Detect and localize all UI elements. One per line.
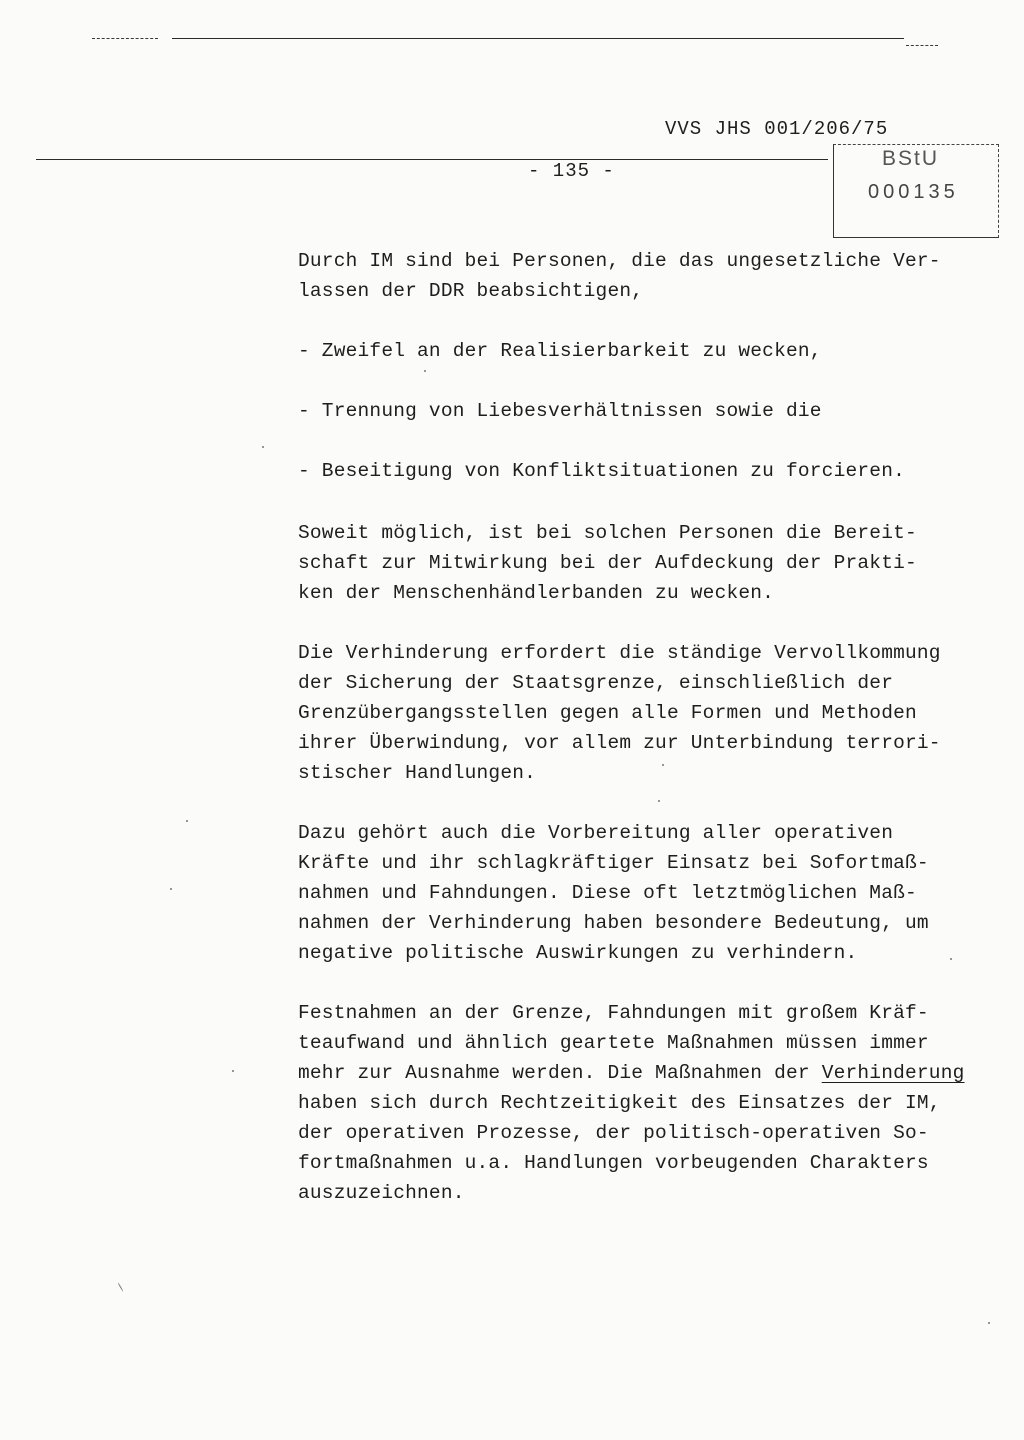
scan-speck: [658, 800, 660, 802]
scan-speck: [988, 1322, 990, 1324]
paragraph-line: ken der Menschenhändlerbanden zu wecken.: [298, 582, 775, 604]
paragraph-line: nahmen der Verhinderung haben besondere Bedeutung, um: [298, 912, 929, 934]
paragraph-line: lassen der DDR beabsichtigen,: [298, 280, 644, 302]
paragraph-line: Grenzübergangsstellen gegen alle Formen und Methoden: [298, 702, 917, 724]
paragraph-line: fortmaßnahmen u.a. Handlungen vorbeugenden Charakters: [298, 1152, 929, 1174]
paragraph-line: schaft zur Mitwirkung bei der Aufdeckung der Prakti-: [298, 552, 917, 574]
scan-speck: [424, 370, 426, 372]
paragraph-line: Die Verhinderung erfordert die ständige Vervollkommung: [298, 642, 941, 664]
top-scan-line: [906, 45, 938, 46]
paragraph-line: auszuzeichnen.: [298, 1182, 465, 1204]
top-scan-line: [92, 38, 158, 39]
scan-speck: [170, 888, 172, 890]
scan-speck: [262, 446, 264, 448]
paragraph-line: Dazu gehört auch die Vorbereitung aller operativen: [298, 822, 894, 844]
bullet-line: - Beseitigung von Konfliktsituationen zu forcieren.: [298, 460, 905, 482]
scan-speck: [662, 764, 664, 766]
paragraph-line: [298, 1058, 965, 1088]
paragraph-line: ihrer Überwindung, vor allem zur Unterbindung terrori-: [298, 732, 941, 754]
stamp-agency: BStU: [882, 147, 940, 170]
archive-stamp: [833, 144, 999, 238]
paragraph-line-text: mehr zur Ausnahme werden. Die Maßnahmen der: [298, 1062, 822, 1084]
paragraph-line: der operativen Prozesse, der politisch-operativen So-: [298, 1122, 929, 1144]
scan-speck: [118, 1282, 124, 1291]
paragraph-line: Durch IM sind bei Personen, die das ungesetzliche Ver-: [298, 250, 941, 272]
bullet-line: - Zweifel an der Realisierbarkeit zu wecken,: [298, 340, 822, 362]
scan-speck: [232, 1070, 234, 1072]
page-number: - 135 -: [528, 160, 615, 182]
paragraph-line: Festnahmen an der Grenze, Fahndungen mit großem Kräf-: [298, 1002, 929, 1024]
document-reference: VVS JHS 001/206/75: [665, 118, 889, 140]
scan-speck: [186, 820, 188, 822]
paragraph-line: Soweit möglich, ist bei solchen Personen die Bereit-: [298, 522, 917, 544]
paragraph-line: stischer Handlungen.: [298, 762, 537, 784]
stamp-number: 000135: [868, 181, 959, 203]
scan-speck: [950, 958, 952, 960]
paragraph-line: der Sicherung der Staatsgrenze, einschließlich der: [298, 672, 894, 694]
paragraph-line: haben sich durch Rechtzeitigkeit des Einsatzes der IM,: [298, 1092, 941, 1114]
header-rule: [36, 159, 828, 160]
bullet-line: - Trennung von Liebesverhältnissen sowie die: [298, 400, 822, 422]
paragraph-line: negative politische Auswirkungen zu verhindern.: [298, 942, 858, 964]
paragraph-line: nahmen und Fahndungen. Diese oft letztmöglichen Maß-: [298, 882, 917, 904]
top-scan-line: [172, 38, 904, 39]
paragraph-line: teaufwand und ähnlich geartete Maßnahmen müssen immer: [298, 1032, 929, 1054]
underlined-word: Verhinderung: [821, 1062, 965, 1084]
paragraph-line: Kräfte und ihr schlagkräftiger Einsatz bei Sofortmaß-: [298, 852, 929, 874]
